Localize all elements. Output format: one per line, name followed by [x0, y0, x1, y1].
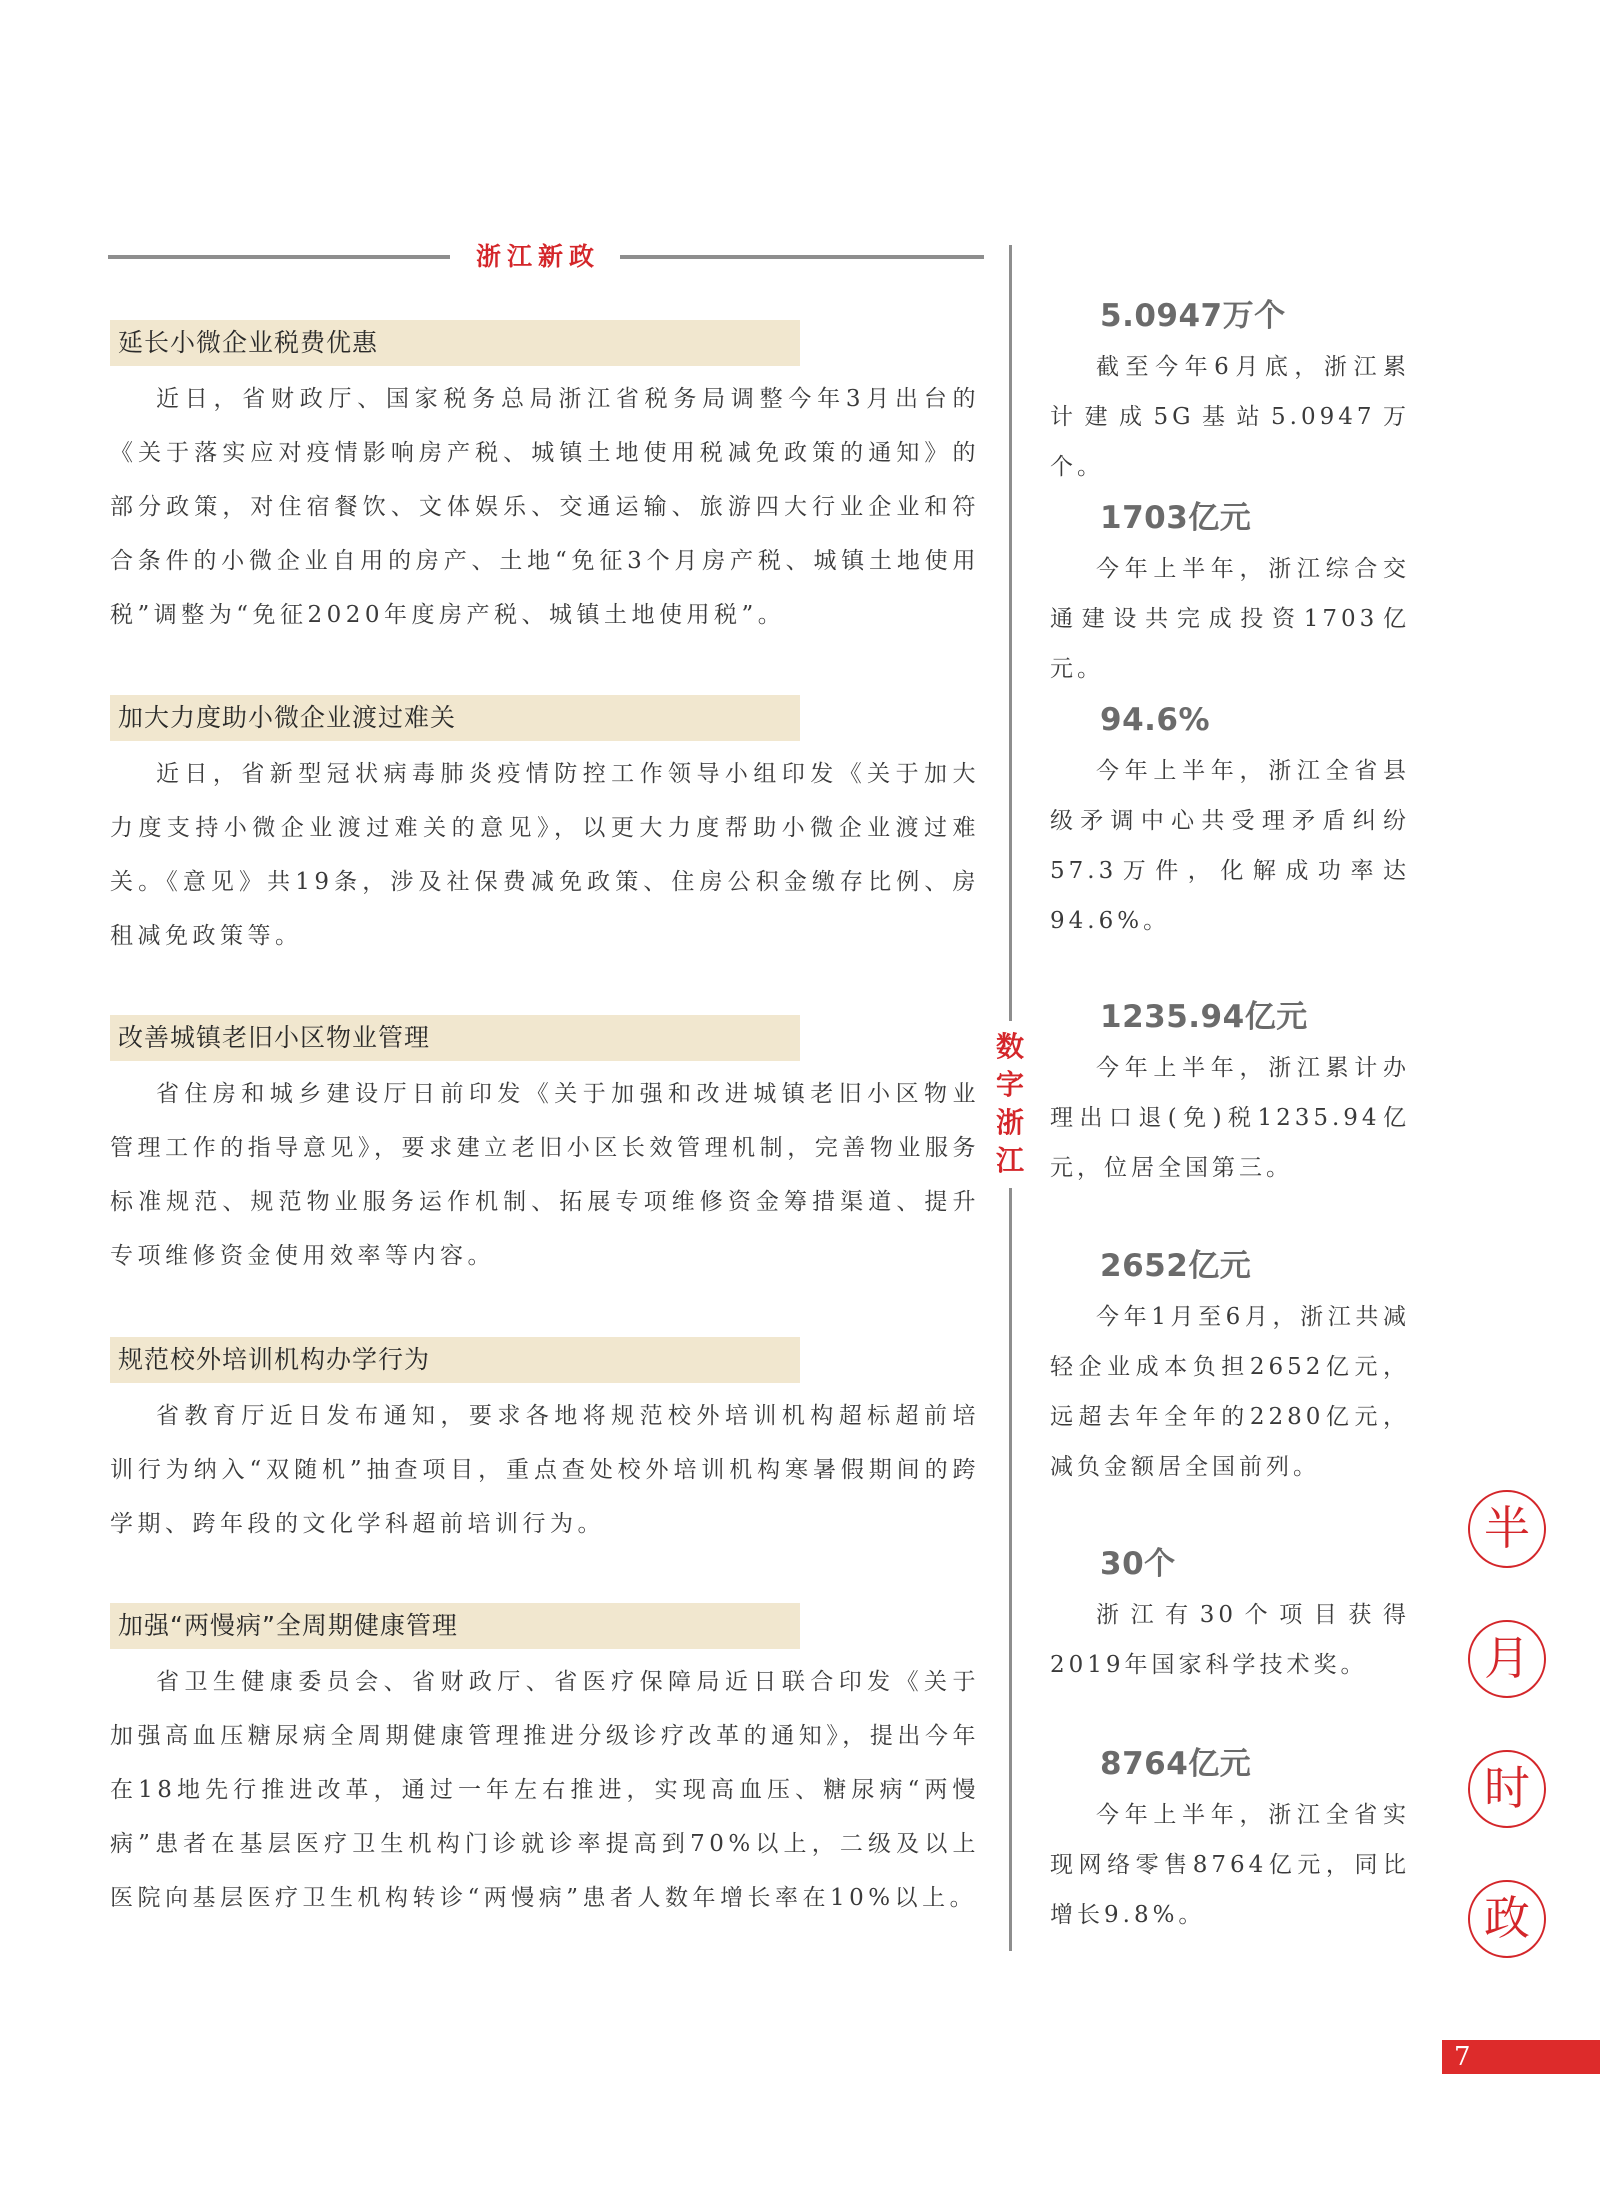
news-heading: 加大力度助小微企业渡过难关	[110, 695, 800, 741]
stat-value: 30个	[1100, 1546, 1176, 1582]
news-body: 近日，省新型冠状病毒肺炎疫情防控工作领导小组印发《关于加大力度支持小微企业渡过难关的意见》，以更大力度帮助小微企业渡过难关。《意见》共19条，涉及社保费减免政策、住房公积金缴存比例、房租减免政策等。	[110, 761, 980, 949]
stat-value: 1703亿元	[1100, 500, 1252, 536]
news-heading: 改善城镇老旧小区物业管理	[110, 1015, 800, 1061]
stat-desc: 今年上半年，浙江全省县级矛调中心共受理矛盾纠纷57.3万件，化解成功率达94.6%。	[1050, 758, 1410, 934]
page-number: 7	[1442, 2040, 1600, 2074]
stat-item	[1050, 494, 1410, 694]
stat-desc: 截至今年6月底，浙江累计建成5G基站5.0947万个。	[1050, 354, 1410, 480]
sidebar-label-char: 江	[995, 1144, 1024, 1177]
news-heading: 加强“两慢病”全周期健康管理	[110, 1603, 800, 1649]
stat-item	[1050, 1540, 1410, 1690]
sidebar-label	[990, 1028, 1030, 1180]
side-title-char: 月	[1468, 1620, 1546, 1698]
stat-desc: 今年上半年，浙江全省实现网络零售8764亿元，同比增长9.8%。	[1050, 1802, 1410, 1928]
side-title-char: 半	[1468, 1490, 1546, 1568]
header-rule-left	[108, 255, 450, 259]
news-heading: 延长小微企业税费优惠	[110, 320, 800, 366]
news-body: 近日，省财政厅、国家税务总局浙江省税务局调整今年3月出台的《关于落实应对疫情影响房产税、城镇土地使用税减免政策的通知》的部分政策，对住宿餐饮、文体娱乐、交通运输、旅游四大行业企业和符合条件的小微企业自用的房产、土地“免征3个月房产税、城镇土地使用税”调整为“免征2020年度房产税、城镇土地使用税”。	[110, 386, 980, 628]
column-divider-top	[1009, 245, 1012, 1021]
news-item	[110, 320, 980, 642]
stat-desc: 浙江有30个项目获得2019年国家科学技术奖。	[1050, 1602, 1410, 1678]
news-body: 省教育厅近日发布通知，要求各地将规范校外培训机构超标超前培训行为纳入“双随机”抽查项目，重点查处校外培训机构寒暑假期间的跨学期、跨年段的文化学科超前培训行为。	[110, 1403, 980, 1537]
news-body: 省卫生健康委员会、省财政厅、省医疗保障局近日联合印发《关于加强高血压糖尿病全周期健康管理推进分级诊疗改革的通知》，提出今年在18地先行推进改革，通过一年左右推进，实现高血压、糖尿病“两慢病”患者在基层医疗卫生机构门诊就诊率提高到70%以上，二级及以上医院向基层医疗卫生机构转诊“两慢病”患者人数年增长率在10%以上。	[110, 1669, 980, 1911]
stat-item	[1050, 1242, 1410, 1492]
sidebar-label-char: 字	[995, 1068, 1024, 1101]
section-header	[108, 238, 980, 280]
stat-item	[1050, 292, 1410, 492]
news-item	[110, 1337, 980, 1551]
news-heading: 规范校外培训机构办学行为	[110, 1337, 800, 1383]
stat-desc: 今年上半年，浙江累计办理出口退(免)税1235.94亿元，位居全国第三。	[1050, 1055, 1410, 1181]
side-title-char: 时	[1468, 1750, 1546, 1828]
header-rule-right	[620, 255, 984, 259]
section-title: 浙江新政	[475, 242, 600, 271]
stat-desc: 今年1月至6月，浙江共减轻企业成本负担2652亿元，远超去年全年的2280亿元，减负金额居全国前列。	[1050, 1304, 1410, 1480]
side-title-char: 政	[1468, 1880, 1546, 1958]
stat-value: 1235.94亿元	[1100, 999, 1308, 1035]
stat-value: 94.6%	[1100, 702, 1211, 738]
stat-item	[1050, 1740, 1410, 1940]
news-item	[110, 1015, 980, 1283]
stat-value: 2652亿元	[1100, 1248, 1252, 1284]
stat-item	[1050, 696, 1410, 946]
stat-value: 5.0947万个	[1100, 298, 1286, 334]
sidebar-label-char: 浙	[995, 1106, 1024, 1139]
column-divider-bottom	[1009, 1188, 1012, 1951]
sidebar-label-char: 数	[995, 1030, 1024, 1063]
stat-item	[1050, 993, 1410, 1193]
news-body: 省住房和城乡建设厅日前印发《关于加强和改进城镇老旧小区物业管理工作的指导意见》，要求建立老旧小区长效管理机制，完善物业服务标准规范、规范物业服务运作机制、拓展专项维修资金筹措渠道、提升专项维修资金使用效率等内容。	[110, 1081, 980, 1269]
news-item	[110, 695, 980, 963]
news-item	[110, 1603, 980, 1925]
stat-desc: 今年上半年，浙江综合交通建设共完成投资1703亿元。	[1050, 556, 1410, 682]
stat-value: 8764亿元	[1100, 1746, 1252, 1782]
